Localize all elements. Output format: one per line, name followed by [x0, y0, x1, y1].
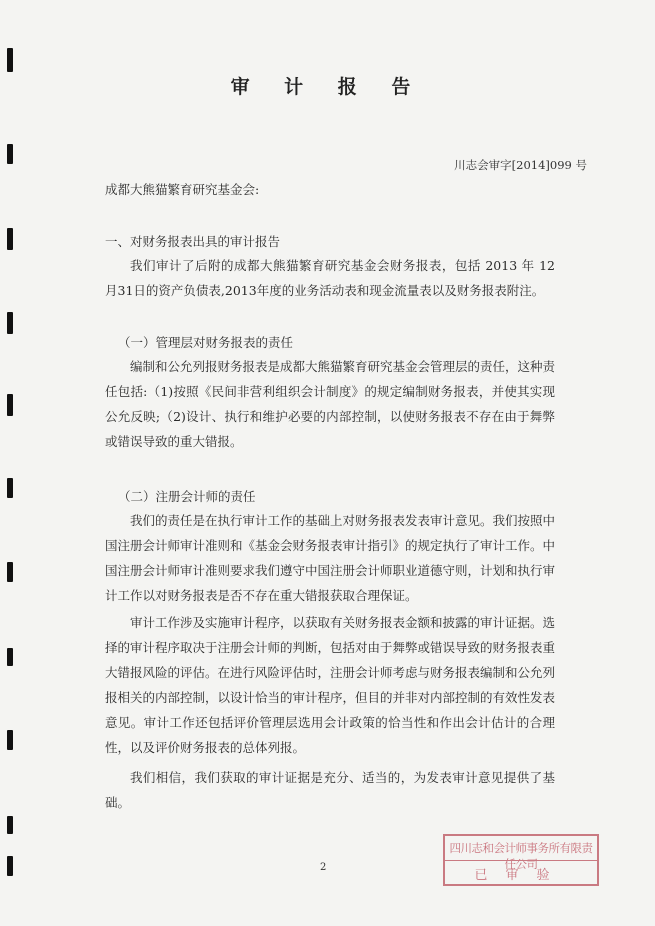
binding-hole-mark	[7, 312, 13, 334]
auditor-responsibility-paragraph: 我们的责任是在执行审计工作的基础上对财务报表发表审计意见。我们按照中国注册会计师审计准则和《基金会财务报表审计指引》的规定执行了审计工作。中国注册会计师审计准则要求我们遵守中国注册会计师职业道德守则，计划和执行审计工作以对财务报表是否不存在重大错报获取合理保证。	[105, 513, 556, 603]
binding-hole-mark	[7, 816, 13, 834]
binding-hole-mark	[7, 394, 13, 416]
subsection-heading-auditor: （二）注册会计师的责任	[118, 489, 256, 504]
intro-paragraph: 我们审计了后附的成都大熊猫繁育研究基金会财务报表，包括 2013 年 12 月31日的资产负债表,2013年度的业务活动表和现金流量表以及财务报表附注。	[105, 258, 555, 298]
report-title: 审 计 报 告	[230, 76, 425, 98]
page-number: 2	[320, 862, 327, 873]
binding-hole-mark	[7, 48, 13, 72]
reference-number: 川志会审字[2014]099 号	[454, 158, 587, 172]
binding-hole-mark	[7, 562, 13, 582]
stamp-firm-name: 四川志和会计师事务所有限责任公司	[449, 841, 593, 871]
stamp-verified-text: 已审验	[474, 868, 568, 883]
audit-evidence-paragraph: 我们相信，我们获取的审计证据是充分、适当的，为发表审计意见提供了基础。	[105, 770, 555, 810]
binding-hole-mark	[7, 730, 13, 750]
audit-stamp	[443, 834, 599, 886]
stamp-divider	[445, 860, 597, 861]
addressee: 成都大熊猫繁育研究基金会:	[105, 182, 260, 197]
section-heading: 一、对财务报表出具的审计报告	[105, 234, 281, 249]
binding-hole-mark	[7, 856, 13, 876]
binding-hole-mark	[7, 648, 13, 666]
management-responsibility-paragraph: 编制和公允列报财务报表是成都大熊猫繁育研究基金会管理层的责任，这种责任包括:（1)按照《民间非营利组织会计制度》的规定编制财务报表，并使其实现公允反映;（2)设计、执行和维护必要的内部控制，以使财务报表不存在由于舞弊或错误导致的重大错报。	[105, 359, 556, 449]
subsection-heading-management: （一）管理层对财务报表的责任	[118, 335, 294, 350]
binding-hole-mark	[7, 144, 13, 164]
audit-procedure-paragraph: 审计工作涉及实施审计程序，以获取有关财务报表金额和披露的审计证据。选择的审计程序取决于注册会计师的判断，包括对由于舞弊或错误导致的财务报表重大错报风险的评估。在进行风险评估时，注册会计师考虑与财务报表编制和公允列报相关的内部控制，以设计恰当的审计程序，但目的并非对内部控制的有效性发表意见。审计工作还包括评价管理层选用会计政策的恰当性和作出会计估计的合理性，以及评价财务报表的总体列报。	[105, 615, 556, 755]
binding-hole-mark	[7, 478, 13, 498]
binding-hole-mark	[7, 228, 13, 250]
